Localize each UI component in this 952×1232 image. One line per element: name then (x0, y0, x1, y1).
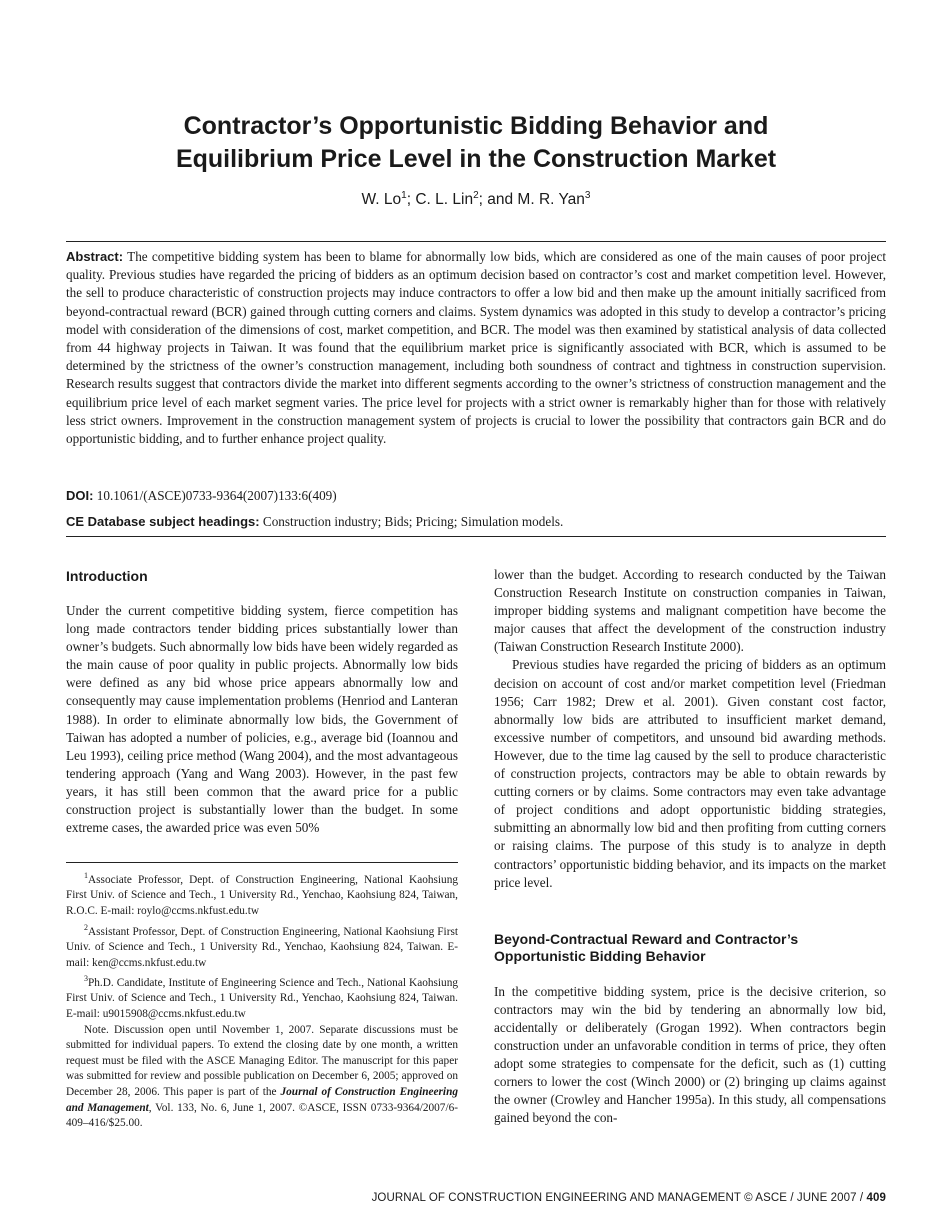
footnote-3-mark: 3 (84, 974, 88, 984)
section-heading-bcr-line-2: Opportunistic Bidding Behavior (494, 947, 706, 964)
footnote-2-mark: 2 (84, 922, 88, 932)
note-text-post: , Vol. 133, No. 6, June 1, 2007. ©ASCE, ISSN 0733-9364/2007/6-409–416/$25.00. (66, 1101, 458, 1130)
running-footer (372, 1192, 886, 1204)
doi-value[interactable]: 10.1061/(ASCE)0733-9364(2007)133:6(409) (96, 488, 337, 503)
abstract-text: The competitive bidding system has been to blame for abnormally low bids, which are considered as one of the main causes of poor project quality. Previous studies have regarded the pricing of bidders as an optimum decision based on contractor’s cost and market competition level. However, the sell to produce characteristic of construction projects may induce contractors to offer a low bid and then make up the amount initially sacrificed from beyond-contractual reward (BCR) gained through cutting corners and claims. System dynamics was adopted in this study to develop a contractor’s pricing model with consideration of the dimensions of cost, market competition, and BCR. The model was then examined by statistical analysis of data collected from 44 highway projects in Taiwan. It was found that the equilibrium market price is significantly associated with BCR, which is assumed to be determined by the strictness of the owner’s construction management, including both soundness of contract and tightness in construction supervision. Research results suggest that contractors divide the market into different segments according to the owner’s strictness of construction management and the equilibrium price level of each market segment varies. The price level for projects with a strict owner is remarkably higher than for those with relatively less strict owners. Improvement in the construction management system of projects is crucial to lower the possibility that contractors gain BCR and do opportunistic bidding, and to further enhance project quality. (66, 249, 887, 447)
right-paragraph-3: In the competitive bidding system, price is the decisive criterion, so contractors may win the bid by tendering an abnormally low bid, accidentally or deliberately (Grogan 1992). When contractors begin construction under an unfavorable condition in terms of price, they often adopt some strategies to compensate for the deficit, such as (1) cutting corners to lower the cost (Winch 2000) or (2) bringing up claims against the owner (Crowley and Hancher 1995a). In this study, all compensations gained beyond the con- (494, 983, 886, 1126)
footnote-1-mark: 1 (84, 871, 88, 880)
author-2-mark: 2 (473, 190, 479, 201)
note-text-pre: Note. Discussion open until November 1, 2007. Separate discussions must be submitted for individual papers. To extend the closing date by one month, a written request must be filed with the ASCE Managing Editor. The manuscript for this paper was submitted for review and possible publication on December 6, 2005; approved on December 28, 2006. This paper is part of the (66, 1023, 458, 1099)
abstract-top-rule (66, 241, 886, 242)
footnote-rule (66, 862, 458, 863)
subject-headings-label: CE Database subject headings: (66, 514, 260, 529)
section-heading-bcr-line-1: Beyond-Contractual Reward and Contractor’s (494, 930, 799, 947)
footnote-1-text: Associate Professor, Dept. of Construction Engineering, National Kaohsiung First Univ. of Science and Tech., 1 University Rd., Yenchao, Kaohsiung 824, Taiwan, R.O.C. E-mail: roylo@ccms.nkfust.edu.tw (66, 873, 458, 917)
section-heading-bcr (494, 931, 886, 965)
page-number: 409 (866, 1192, 886, 1204)
doi-line (66, 488, 886, 504)
author-sep-2: ; and (478, 191, 518, 209)
footnote-3 (66, 971, 458, 1023)
abstract-bottom-rule (66, 536, 886, 537)
right-paragraph-1: lower than the budget. According to research conducted by the Taiwan Construction Research Institute on construction companies in Taiwan, improper bidding systems and malignant competition have become the major causes that affect the development of the construction industry (Taiwan Construction Research Institute 2000). (494, 567, 886, 655)
section-heading-introduction: Introduction (66, 568, 148, 584)
footnote-3-text: Ph.D. Candidate, Institute of Engineering Science and Tech., National Kaohsiung First Univ. of Science and Tech., 1 University Rd., Yenchao, Kaohsiung 824, Taiwan. E-mail: u9015908@ccms.nkfust.edu.tw (66, 976, 458, 1021)
right-paragraph-2: Previous studies have regarded the pricing of bidders as an optimum decision on account of cost and/or market competition level (Friedman 1956; Carr 1982; Drew et al. 2001). Given constant cost factor, abnormally low bids are attributed to insufficient market demand, excessive number of competitors, and unsound bid awarding methods. However, due to the time lag caused by the sell to produce characteristic of construction projects, contractors may be able to obtain rewards by cutting corners or by claims. Some contractors may even take advantage of project conditions and adopt opportunistic bidding strategies, submitting an abnormally low bid and then profiting from cutting corners or raising claims. The purpose of this study is to analyze in depth contractors’ opportunistic bidding behavior, and its impacts on the market price level. (494, 657, 886, 890)
intro-paragraph-1: Under the current competitive bidding system, fierce competition has long made contractors tender bidding prices substantially lower than owner’s budgets. Such abnormally low bids have been widely regarded as the main cause of poor quality in public projects. Abnormally low bids were defined as any bid whose price appears abnormally low and consequently may cause implementation problems (Henriod and Lanteran 1988). In order to eliminate abnormally low bids, the Government of Taiwan has adopted a number of policies, e.g., average bid (Ioannou and Leu 1993), ceiling price method (Wang 2004), and the most advantageous tendering approach (Yang and Wang 2003). However, in the past few years, it has still been common that the award price for a public construction project is substantially lower than the budget. In some extreme cases, the awarded price was even 50% (66, 603, 458, 836)
author-3-mark: 3 (584, 190, 591, 201)
footnote-2-text: Assistant Professor, Dept. of Construction Engineering, National Kaohsiung First Univ. of Science and Tech., 1 University Rd., Yenchao, Kaohsiung 824, Taiwan. E-mail: ken@ccms.nkfust.edu.tw (66, 925, 458, 969)
footnote-note (66, 1023, 458, 1132)
subject-headings (66, 514, 886, 530)
doi-label: DOI: (66, 488, 94, 503)
footnote-1 (66, 868, 458, 920)
right-column (494, 566, 886, 1127)
author-sep-1: ; (406, 191, 416, 209)
title-line-1: Contractor’s Opportunistic Bidding Behavior and (183, 112, 769, 140)
abstract (66, 248, 886, 448)
note-journal-name: Journal of Construction Engineering and Management (66, 1086, 458, 1114)
author-1-mark: 1 (401, 190, 407, 201)
title-line-2: Equilibrium Price Level in the Construction Market (175, 145, 777, 173)
left-column (66, 568, 458, 837)
paper-title (66, 110, 886, 176)
abstract-heading: Abstract: (66, 249, 124, 264)
author-3: M. R. Yan (517, 191, 585, 209)
author-2: C. L. Lin (415, 191, 474, 209)
subject-headings-value: Construction industry; Bids; Pricing; Simulation models. (262, 514, 564, 529)
footnotes (66, 868, 458, 1132)
running-footer-text: JOURNAL OF CONSTRUCTION ENGINEERING AND MANAGEMENT © ASCE / JUNE 2007 / (371, 1192, 867, 1204)
author-1: W. Lo (361, 191, 402, 209)
footnote-2 (66, 920, 458, 972)
author-list (66, 190, 886, 209)
